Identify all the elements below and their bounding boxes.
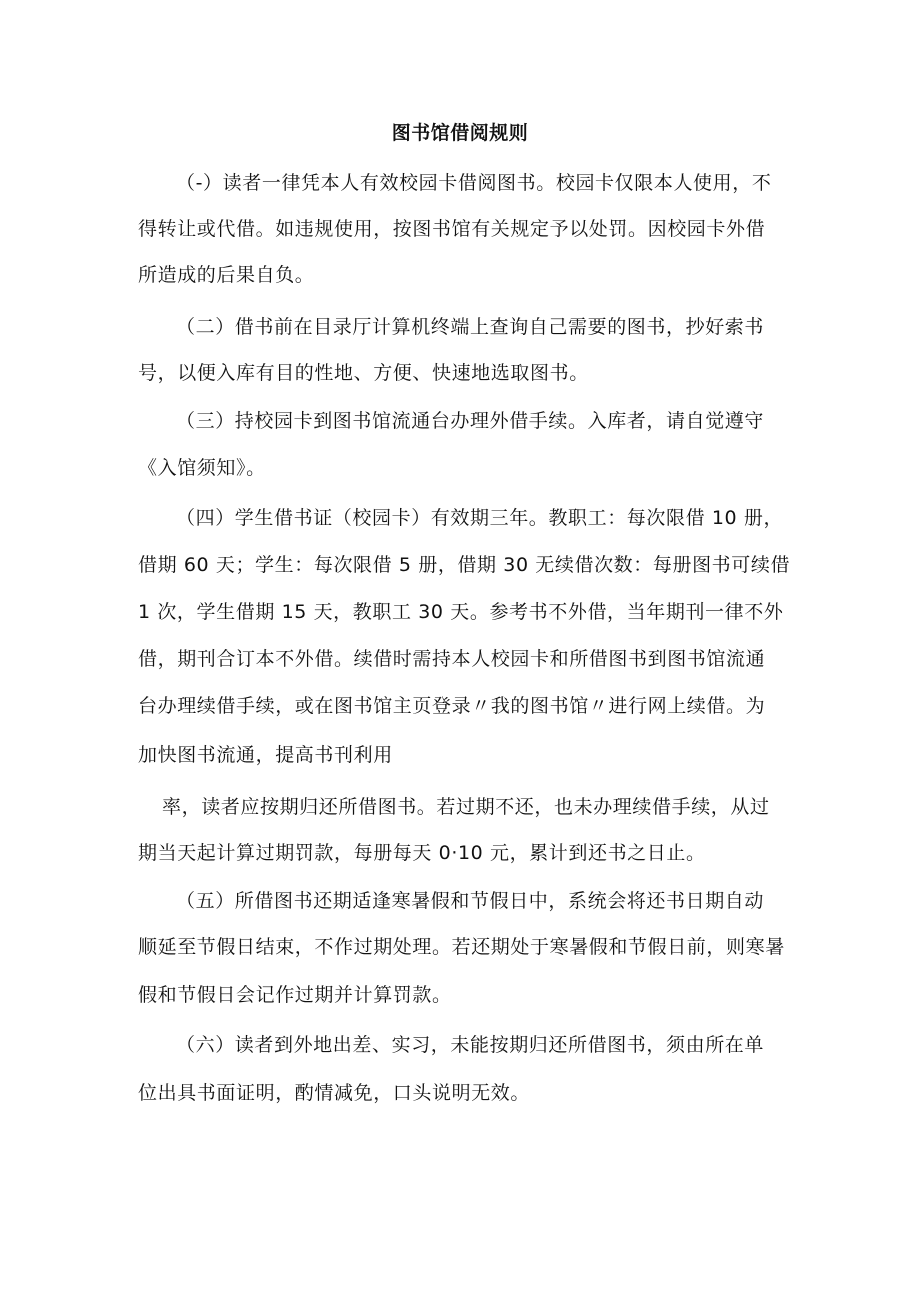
rule-4-line-8: 期当天起计算过期罚款，每册每天 0·10 元，累计到还书之日止。 <box>138 842 706 864</box>
rule-4-line-7: 率，读者应按期归还所借图书。若过期不还，也未办理续借手续，从过 <box>162 796 770 818</box>
rule-4-line-5: 台办理续借手续，或在图书馆主页登录〃我的图书馆〃进行网上续借。为 <box>138 695 766 717</box>
rule-5-line-1: （五）所借图书还期适逢寒暑假和节假日中，系统会将还书日期自动 <box>176 890 765 912</box>
rule-3-line-1: （三）持校园卡到图书馆流通台办理外借手续。入库者，请自觉遵守 <box>176 410 765 432</box>
document-title: 图书馆借阅规则 <box>391 122 529 144</box>
rule-2-line-1: （二）借书前在目录厅计算机终端上查询自己需要的图书，抄好索书 <box>176 316 765 338</box>
rule-4-line-3: 1 次，学生借期 15 天，教职工 30 天。参考书不外借，当年期刊一律不外 <box>138 601 784 623</box>
rule-5-line-3: 假和节假日会记作过期并计算罚款。 <box>138 984 452 1006</box>
rule-6-line-2: 位出具书面证明，酌情减免，口头说明无效。 <box>138 1082 531 1104</box>
rule-4-line-6: 加快图书流通，提高书刊利用 <box>138 744 393 766</box>
rule-4-line-2: 借期 60 天；学生：每次限借 5 册，借期 30 无续借次数：每册图书可续借 <box>138 554 791 576</box>
rule-4-line-1: （四）学生借书证（校园卡）有效期三年。教职工：每次限借 10 册， <box>176 507 784 529</box>
rule-3-line-2: 《入馆须知》。 <box>138 457 266 479</box>
rule-4-line-4: 借，期刊合订本不外借。续借时需持本人校园卡和所借图书到图书馆流通 <box>138 648 766 670</box>
rule-2-line-2: 号，以便入库有目的性地、方便、快速地选取图书。 <box>138 362 589 384</box>
rule-1-line-3: 所造成的后果自负。 <box>138 264 315 286</box>
rule-1-line-2: 得转让或代借。如违规使用，按图书馆有关规定予以处罚。因校园卡外借 <box>138 218 766 240</box>
rule-6-line-1: （六）读者到外地出差、实习，未能按期归还所借图书，须由所在单 <box>176 1034 765 1056</box>
rule-1-line-1: （-）读者一律凭本人有效校园卡借阅图书。校园卡仅限本人使用，不 <box>176 172 772 194</box>
rule-5-line-2: 顺延至节假日结束，不作过期处理。若还期处于寒暑假和节假日前，则寒暑 <box>138 936 785 958</box>
